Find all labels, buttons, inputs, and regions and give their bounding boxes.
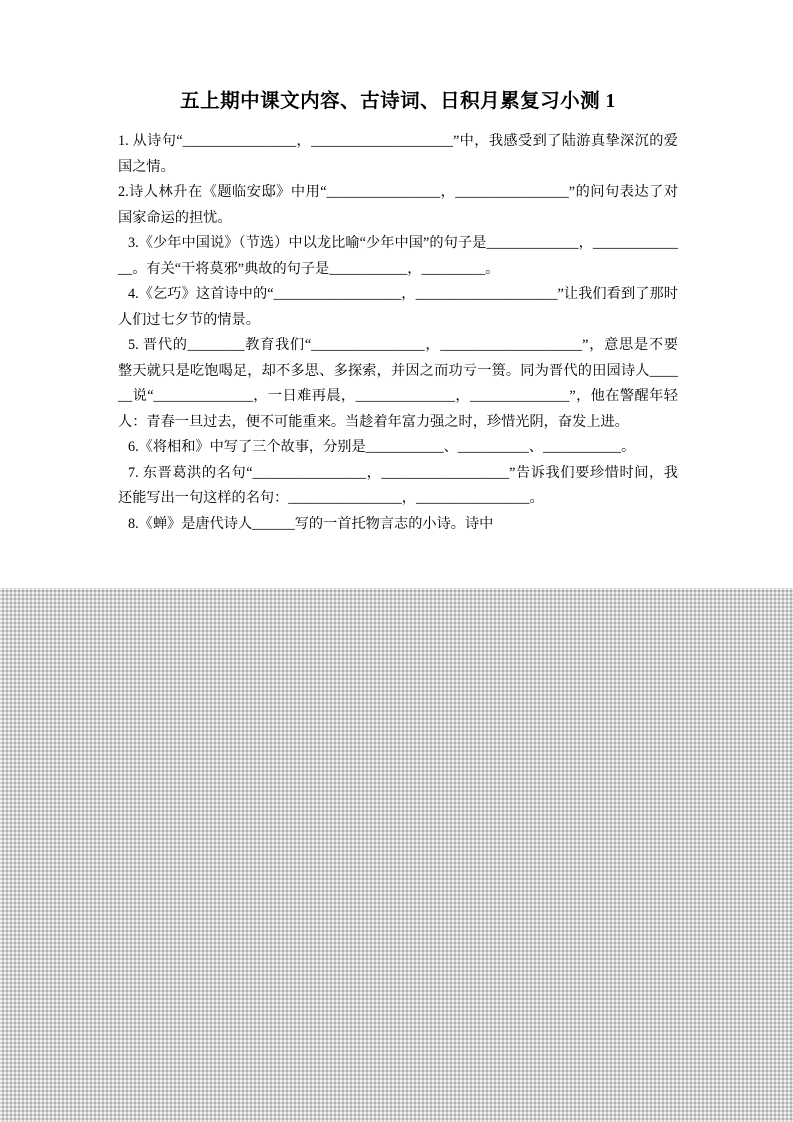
question-4: 4.《乞巧》这首诗中的“__________________，____________________”让我们看到了那时人们过七夕节的情景。 [118, 286, 678, 328]
question-1: 1. 从诗句“________________，____________________”中，我感受到了陆游真挚深沉的爱国之情。 [118, 133, 678, 175]
grey-dotted-overlay [0, 588, 793, 1122]
page-title: 五上期中课文内容、古诗词、日积月累复习小测 1 [180, 91, 616, 112]
question-3: 3.《少年中国说》（节选）中以龙比喻“少年中国”的句子是_____________，______________。有关“干将莫邪”典故的句子是___________，_________。 [118, 235, 678, 277]
question-5: 5. 晋代的________教育我们“________________，____________________”，意思是不要整天就只是吃饱喝足，却不多思、多探索，并因之而功亏一篑。同为晋代的田园诗人______说“______________，一日难再晨，______________，______________”，他在警醒年轻人：青春一旦过去，便不可能重来。当趁着年富力强之时，珍惜光阴，奋发上进。 [118, 337, 678, 430]
question-6: 6.《将相和》中写了三个故事，分别是___________、__________、___________。 [128, 439, 636, 456]
question-2: 2.诗人林升在《题临安邸》中用“________________，________________”的问句表达了对国家命运的担忧。 [118, 184, 678, 226]
question-8: 8.《蝉》是唐代诗人______写的一首托物言志的小诗。诗中 [128, 515, 494, 532]
document-content [118, 88, 678, 537]
question-7: 7. 东晋葛洪的名句“________________，__________________”告诉我们要珍惜时间，我还能写出一句这样的名句：________________，________________。 [118, 464, 678, 507]
